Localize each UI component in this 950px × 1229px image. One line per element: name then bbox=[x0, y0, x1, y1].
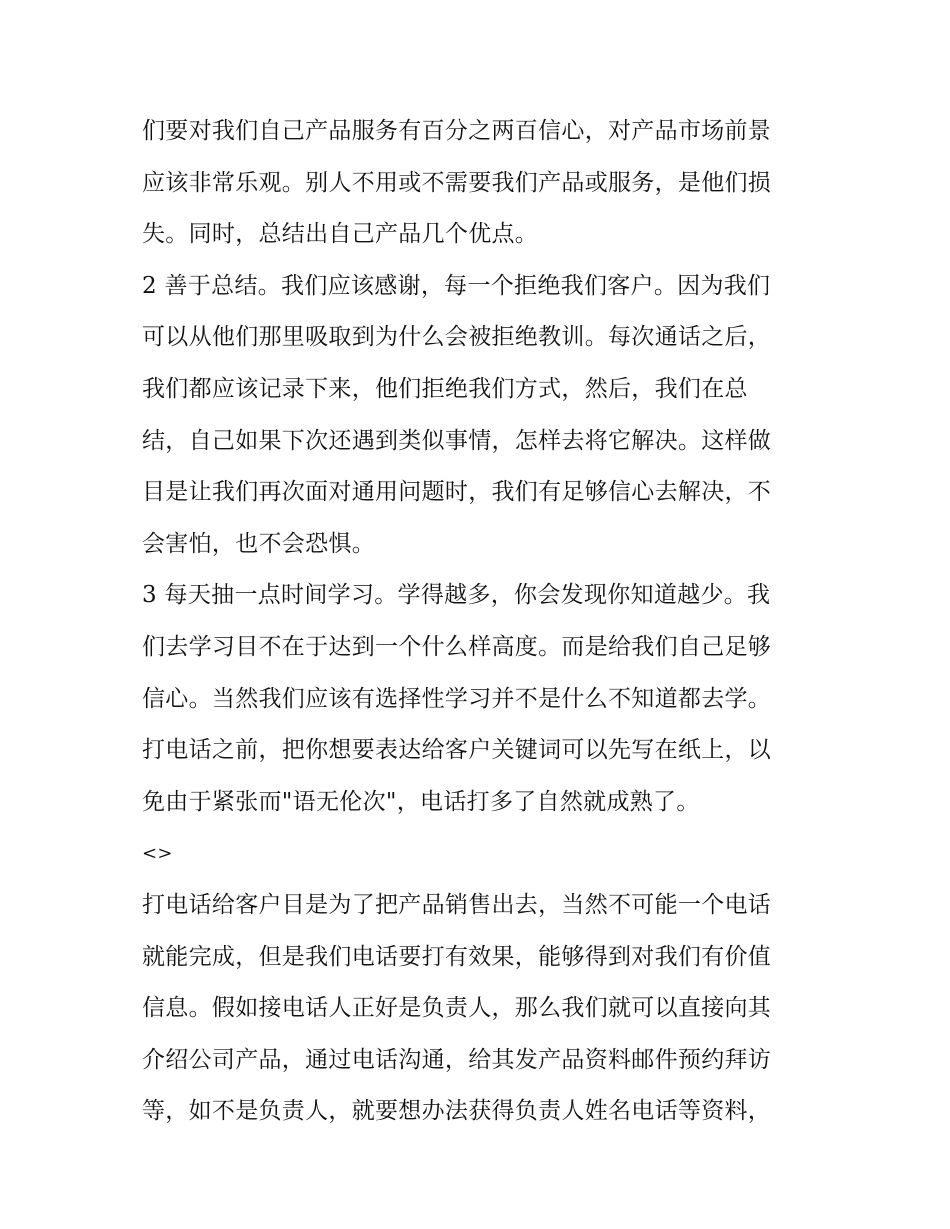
text-line: 信息。假如接电话人正好是负责人，那么我们就可以直接向其 bbox=[142, 995, 772, 1022]
text-line: 介绍公司产品，通过电话沟通，给其发产品资料邮件预约拜访 bbox=[142, 1046, 772, 1073]
text-line: 就能完成，但是我们电话要打有效果，能够得到对我们有价值 bbox=[142, 943, 772, 970]
text-line: 2 善于总结。我们应该感谢，每一个拒绝我们客户。因为我们 bbox=[142, 272, 771, 299]
text-line: 打电话给客户目是为了把产品销售出去，当然不可能一个电话 bbox=[142, 891, 772, 918]
text-line: 等，如不是负责人，就要想办法获得负责人姓名电话等资料， bbox=[142, 1098, 772, 1125]
text-line: 应该非常乐观。别人不用或不需要我们产品或服务，是他们损 bbox=[142, 169, 772, 196]
text-line: 免由于紧张而"语无伦次"，电话打多了自然就成熟了。 bbox=[142, 788, 700, 815]
text-line: 们要对我们自己产品服务有百分之两百信心，对产品市场前景 bbox=[142, 118, 772, 144]
text-line: 打电话之前，把你想要表达给客户关键词可以先写在纸上，以 bbox=[142, 737, 772, 764]
text-line: 3 每天抽一点时间学习。学得越多，你会发现你知道越少。我 bbox=[142, 582, 771, 609]
text-line: 可以从他们那里吸取到为什么会被拒绝教训。每次通话之后， bbox=[142, 324, 772, 351]
document-body bbox=[142, 106, 814, 1138]
text-line: 目是让我们再次面对通用问题时，我们有足够信心去解决，不 bbox=[142, 479, 772, 506]
text-line: 失。同时，总结出自己产品几个优点。 bbox=[142, 221, 539, 248]
section-marker: <> bbox=[142, 843, 173, 865]
text-line: 结，自己如果下次还遇到类似事情，怎样去将它解决。这样做 bbox=[142, 427, 772, 454]
text-line: 会害怕，也不会恐惧。 bbox=[142, 530, 375, 557]
text-line: 们去学习目不在于达到一个什么样高度。而是给我们自己足够 bbox=[142, 633, 772, 660]
text-line: 我们都应该记录下来，他们拒绝我们方式，然后，我们在总 bbox=[142, 375, 748, 402]
text-line: 信心。当然我们应该有选择性学习并不是什么不知道都去学。 bbox=[142, 685, 772, 712]
